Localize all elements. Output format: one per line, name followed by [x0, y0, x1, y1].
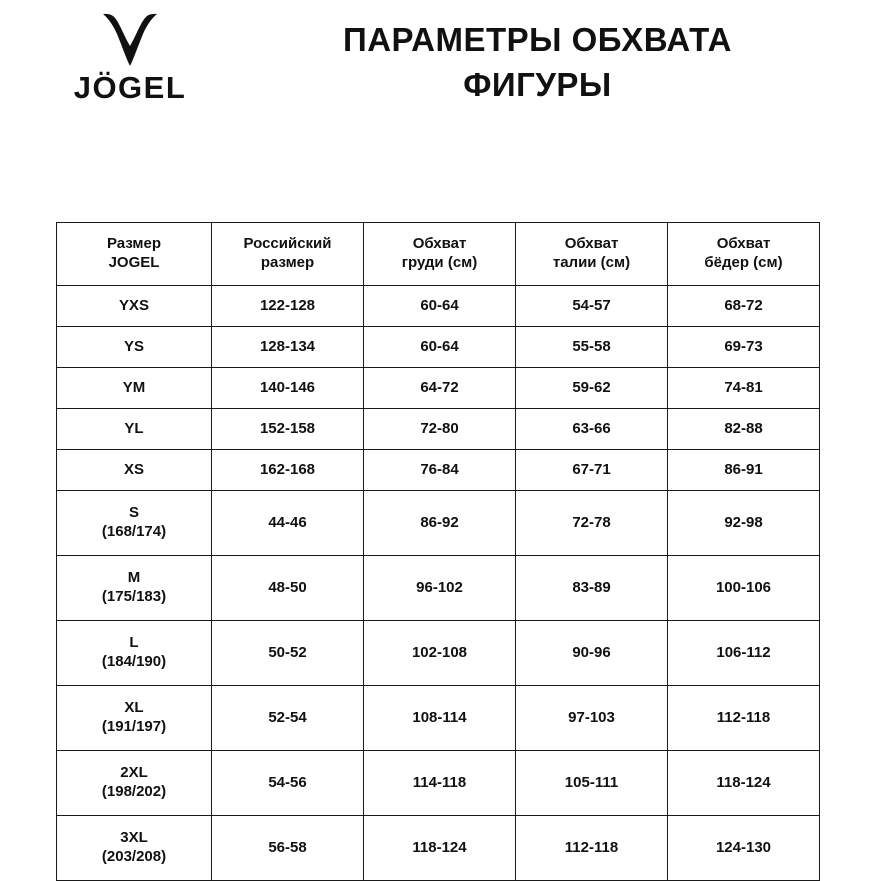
size-table-container [56, 222, 819, 881]
cell-chest: 60-64 [364, 286, 516, 327]
cell-chest: 64-72 [364, 368, 516, 409]
cell-chest: 76-84 [364, 450, 516, 491]
cell-russian-size: 162-168 [212, 450, 364, 491]
cell-size [57, 556, 212, 621]
table-header [57, 223, 820, 286]
cell-hips: 124-130 [668, 816, 820, 881]
cell-text: 3XL [120, 829, 148, 847]
cell-waist: 83-89 [516, 556, 668, 621]
table-row [57, 286, 820, 327]
cell-russian-size: 152-158 [212, 409, 364, 450]
cell-waist: 55-58 [516, 327, 668, 368]
cell-size [57, 491, 212, 556]
page-title-line-1: ПАРАМЕТРЫ ОБХВАТА [343, 21, 732, 58]
column-header-waist [516, 223, 668, 286]
document-header [0, 0, 875, 130]
cell-waist: 90-96 [516, 621, 668, 686]
cell-russian-size: 56-58 [212, 816, 364, 881]
table-row [57, 368, 820, 409]
cell-size [57, 621, 212, 686]
cell-russian-size: 52-54 [212, 686, 364, 751]
cell-chest: 72-80 [364, 409, 516, 450]
cell-size [57, 686, 212, 751]
cell-russian-size: 128-134 [212, 327, 364, 368]
cell-text: XS [123, 460, 144, 478]
column-header-text: Российский [243, 235, 332, 253]
cell-waist: 63-66 [516, 409, 668, 450]
cell-hips: 92-98 [668, 491, 820, 556]
table-row [57, 816, 820, 881]
cell-hips: 69-73 [668, 327, 820, 368]
cell-text: 2XL [120, 764, 148, 782]
column-header-text: размер [260, 254, 315, 271]
cell-chest: 102-108 [364, 621, 516, 686]
brand-wordmark: JÖGEL [73, 70, 187, 105]
cell-size [57, 450, 212, 491]
cell-russian-size: 50-52 [212, 621, 364, 686]
page-title-line-2: ФИГУРЫ [463, 65, 612, 103]
cell-size [57, 816, 212, 881]
cell-chest: 60-64 [364, 327, 516, 368]
cell-text: YXS [118, 296, 149, 314]
table-row [57, 409, 820, 450]
table-row [57, 621, 820, 686]
cell-hips: 68-72 [668, 286, 820, 327]
size-table [56, 222, 820, 881]
column-header-chest [364, 223, 516, 286]
cell-hips: 74-81 [668, 368, 820, 409]
cell-chest: 118-124 [364, 816, 516, 881]
cell-text-secondary: (168/174) [101, 523, 167, 540]
table-row [57, 491, 820, 556]
table-body [57, 286, 820, 881]
column-header-text: Обхват [564, 235, 619, 253]
cell-size [57, 368, 212, 409]
cell-size [57, 751, 212, 816]
cell-russian-size: 48-50 [212, 556, 364, 621]
cell-size [57, 286, 212, 327]
cell-waist: 72-78 [516, 491, 668, 556]
cell-waist: 59-62 [516, 368, 668, 409]
cell-text: YL [124, 419, 144, 437]
table-row [57, 751, 820, 816]
column-header-text: Обхват [716, 235, 771, 253]
column-header-text: Размер [106, 235, 162, 253]
table-row [57, 556, 820, 621]
table-row [57, 327, 820, 368]
column-header-hips [668, 223, 820, 286]
cell-waist: 97-103 [516, 686, 668, 751]
cell-hips: 118-124 [668, 751, 820, 816]
column-header-text: бёдер (см) [704, 254, 783, 271]
cell-size [57, 327, 212, 368]
cell-russian-size: 122-128 [212, 286, 364, 327]
table-row [57, 686, 820, 751]
cell-text-secondary: (203/208) [101, 848, 167, 865]
column-header-text: талии (см) [552, 254, 631, 271]
column-header-text: Обхват [412, 235, 467, 253]
cell-text: YS [123, 337, 144, 355]
cell-hips: 106-112 [668, 621, 820, 686]
table-header-row [57, 223, 820, 286]
brand-logo [0, 8, 260, 106]
cell-text: S [128, 504, 139, 522]
cell-hips: 86-91 [668, 450, 820, 491]
cell-text: YM [122, 378, 146, 396]
cell-waist: 112-118 [516, 816, 668, 881]
cell-text-secondary: (198/202) [101, 783, 167, 800]
column-header-russian-size [212, 223, 364, 286]
jogel-shield-icon [99, 12, 161, 68]
cell-chest: 108-114 [364, 686, 516, 751]
cell-text: M [127, 569, 141, 587]
cell-text: XL [124, 699, 144, 717]
cell-text-secondary: (175/183) [101, 588, 167, 605]
cell-text-secondary: (184/190) [101, 653, 167, 670]
cell-text-secondary: (191/197) [101, 718, 167, 735]
cell-hips: 82-88 [668, 409, 820, 450]
column-header-size-jogel [57, 223, 212, 286]
cell-waist: 54-57 [516, 286, 668, 327]
cell-hips: 112-118 [668, 686, 820, 751]
cell-text: L [129, 634, 139, 652]
table-row [57, 450, 820, 491]
cell-waist: 67-71 [516, 450, 668, 491]
cell-waist: 105-111 [516, 751, 668, 816]
cell-chest: 86-92 [364, 491, 516, 556]
cell-russian-size: 140-146 [212, 368, 364, 409]
cell-hips: 100-106 [668, 556, 820, 621]
cell-russian-size: 54-56 [212, 751, 364, 816]
column-header-text: груди (см) [401, 254, 478, 271]
page-title [260, 8, 875, 107]
column-header-text: JOGEL [108, 254, 160, 271]
cell-russian-size: 44-46 [212, 491, 364, 556]
cell-chest: 96-102 [364, 556, 516, 621]
cell-chest: 114-118 [364, 751, 516, 816]
cell-size [57, 409, 212, 450]
